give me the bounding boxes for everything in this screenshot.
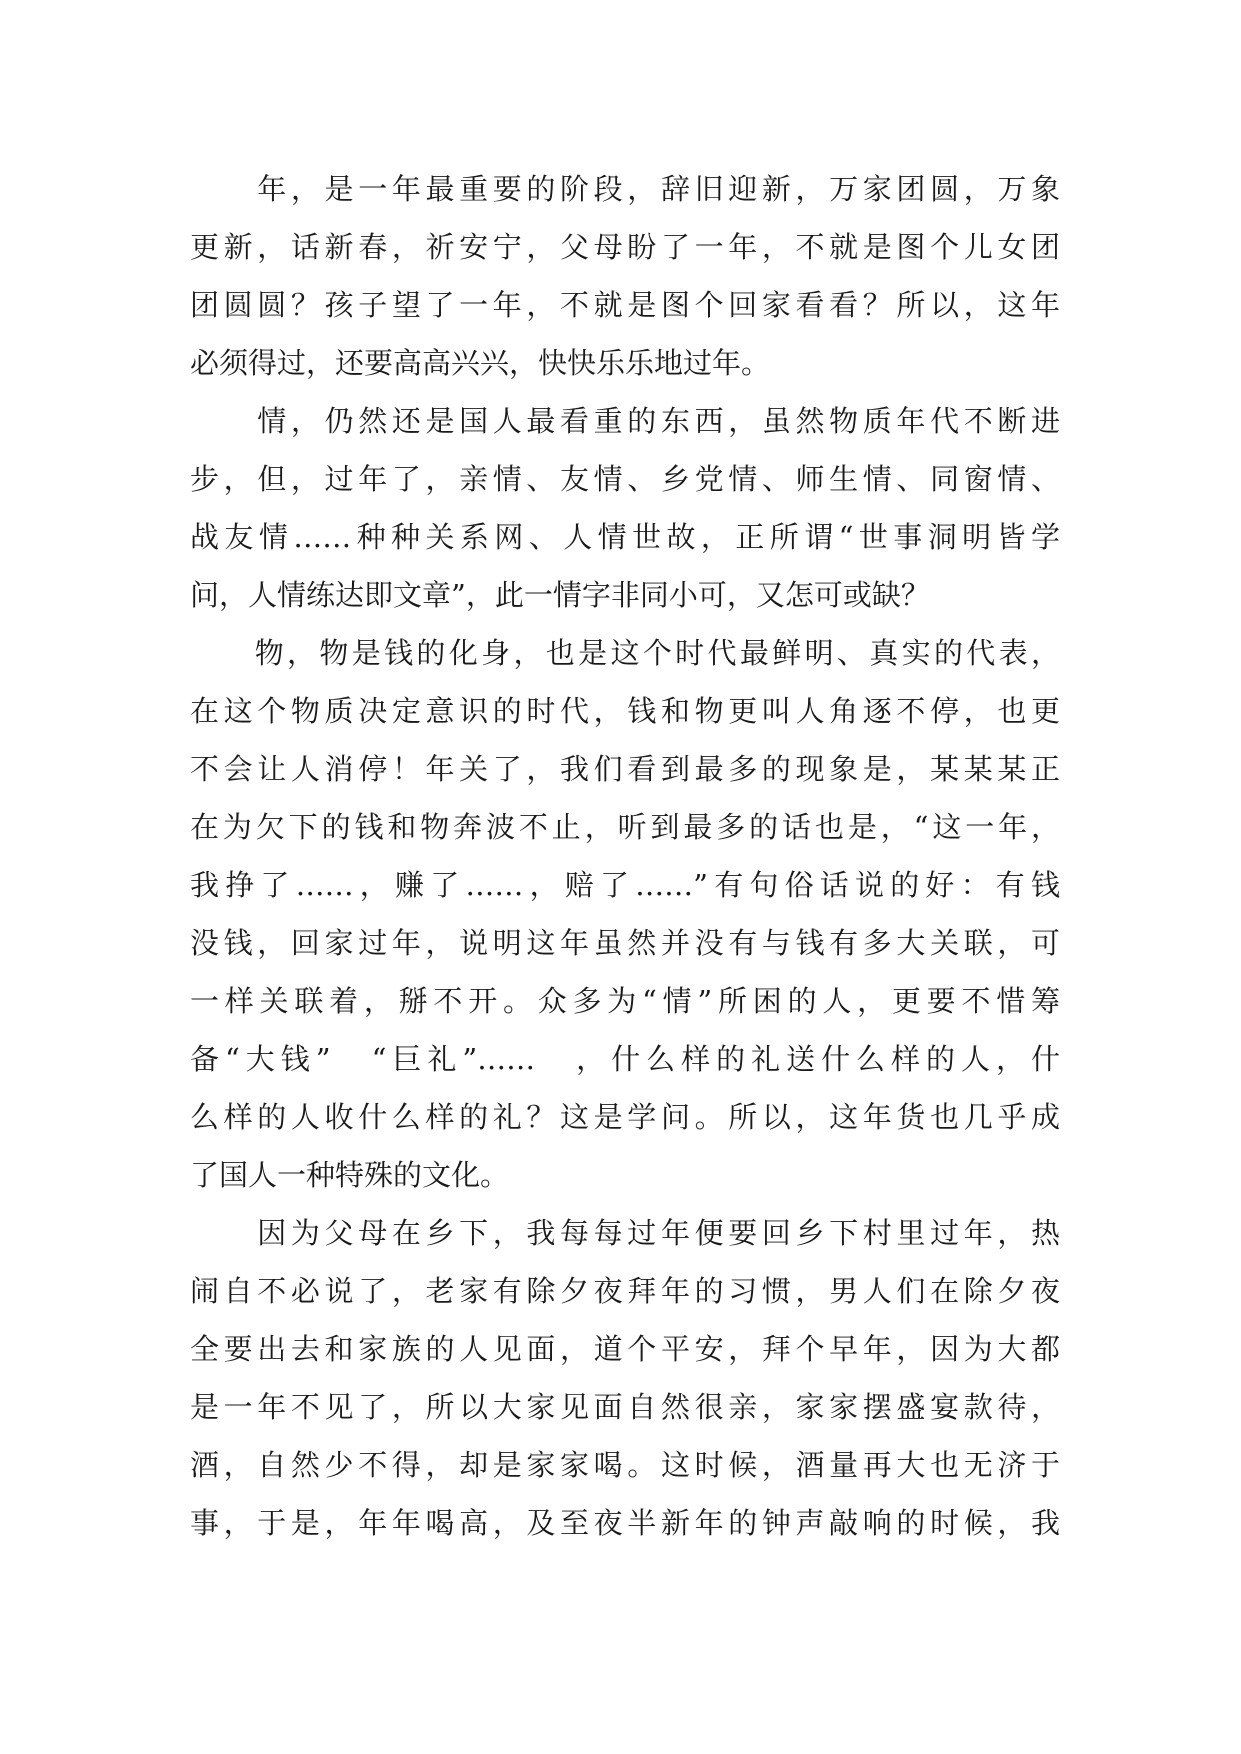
text-line: 酒，自然少不得，却是家家喝。这时候，酒量再大也无济于 bbox=[190, 1448, 1060, 1482]
text-line: 全要出去和家族的人见面，道个平安，拜个早年，因为大都 bbox=[190, 1332, 1060, 1366]
text-line: 更新，话新春，祈安宁，父母盼了一年，不就是图个儿女团 bbox=[190, 230, 1060, 264]
text-line: 在为欠下的钱和物奔波不止，听到最多的话也是，“这一年， bbox=[190, 810, 1060, 844]
text-line: 问，人情练达即文章”，此一情字非同小可，又怎可或缺？ bbox=[190, 578, 930, 612]
text-line: 一样关联着，掰不开。众多为“情”所困的人，更要不惜筹 bbox=[190, 984, 1060, 1018]
text-line: 么样的人收什么样的礼？这是学问。所以，这年货也几乎成 bbox=[190, 1100, 1060, 1134]
paragraph-nian bbox=[190, 160, 1060, 392]
text-line: 备“大钱” “巨礼”…… ，什么样的礼送什么样的人，什 bbox=[190, 1042, 1060, 1076]
text-line: 闹自不必说了，老家有除夕夜拜年的习惯，男人们在除夕夜 bbox=[190, 1274, 1060, 1308]
text-line: 事，于是，年年喝高，及至夜半新年的钟声敲响的时候，我 bbox=[190, 1506, 1060, 1540]
text-line: 步，但，过年了，亲情、友情、乡党情、师生情、同窗情、 bbox=[190, 462, 1060, 496]
text-line: 在这个物质决定意识的时代，钱和物更叫人角逐不停，也更 bbox=[190, 694, 1060, 728]
text-line: 物，物是钱的化身，也是这个时代最鲜明、真实的代表， bbox=[190, 636, 1060, 670]
text-line: 我挣了……，赚了……，赔了……”有句俗话说的好：有钱 bbox=[190, 868, 1060, 902]
text-line: 战友情……种种关系网、人情世故，正所谓“世事洞明皆学 bbox=[190, 520, 1060, 554]
text-line: 年，是一年最重要的阶段，辞旧迎新，万家团圆，万象 bbox=[190, 172, 1060, 206]
text-line: 没钱，回家过年，说明这年虽然并没有与钱有多大关联，可 bbox=[190, 926, 1060, 960]
text-line: 情，仍然还是国人最看重的东西，虽然物质年代不断进 bbox=[190, 404, 1060, 438]
text-line: 不会让人消停！年关了，我们看到最多的现象是，某某某正 bbox=[190, 752, 1060, 786]
text-line: 因为父母在乡下，我每每过年便要回乡下村里过年，热 bbox=[190, 1216, 1060, 1250]
text-line: 是一年不见了，所以大家见面自然很亲，家家摆盛宴款待， bbox=[190, 1390, 1060, 1424]
text-line: 团圆圆？孩子望了一年，不就是图个回家看看？所以，这年 bbox=[190, 288, 1060, 322]
text-line: 必须得过，还要高高兴兴，快快乐乐地过年。 bbox=[190, 346, 771, 380]
paragraph-xiangxia bbox=[190, 1204, 1060, 1552]
text-line: 了国人一种特殊的文化。 bbox=[190, 1158, 510, 1192]
paragraph-wu bbox=[190, 624, 1060, 1204]
paragraph-qing bbox=[190, 392, 1060, 624]
body-text bbox=[190, 160, 1060, 1552]
